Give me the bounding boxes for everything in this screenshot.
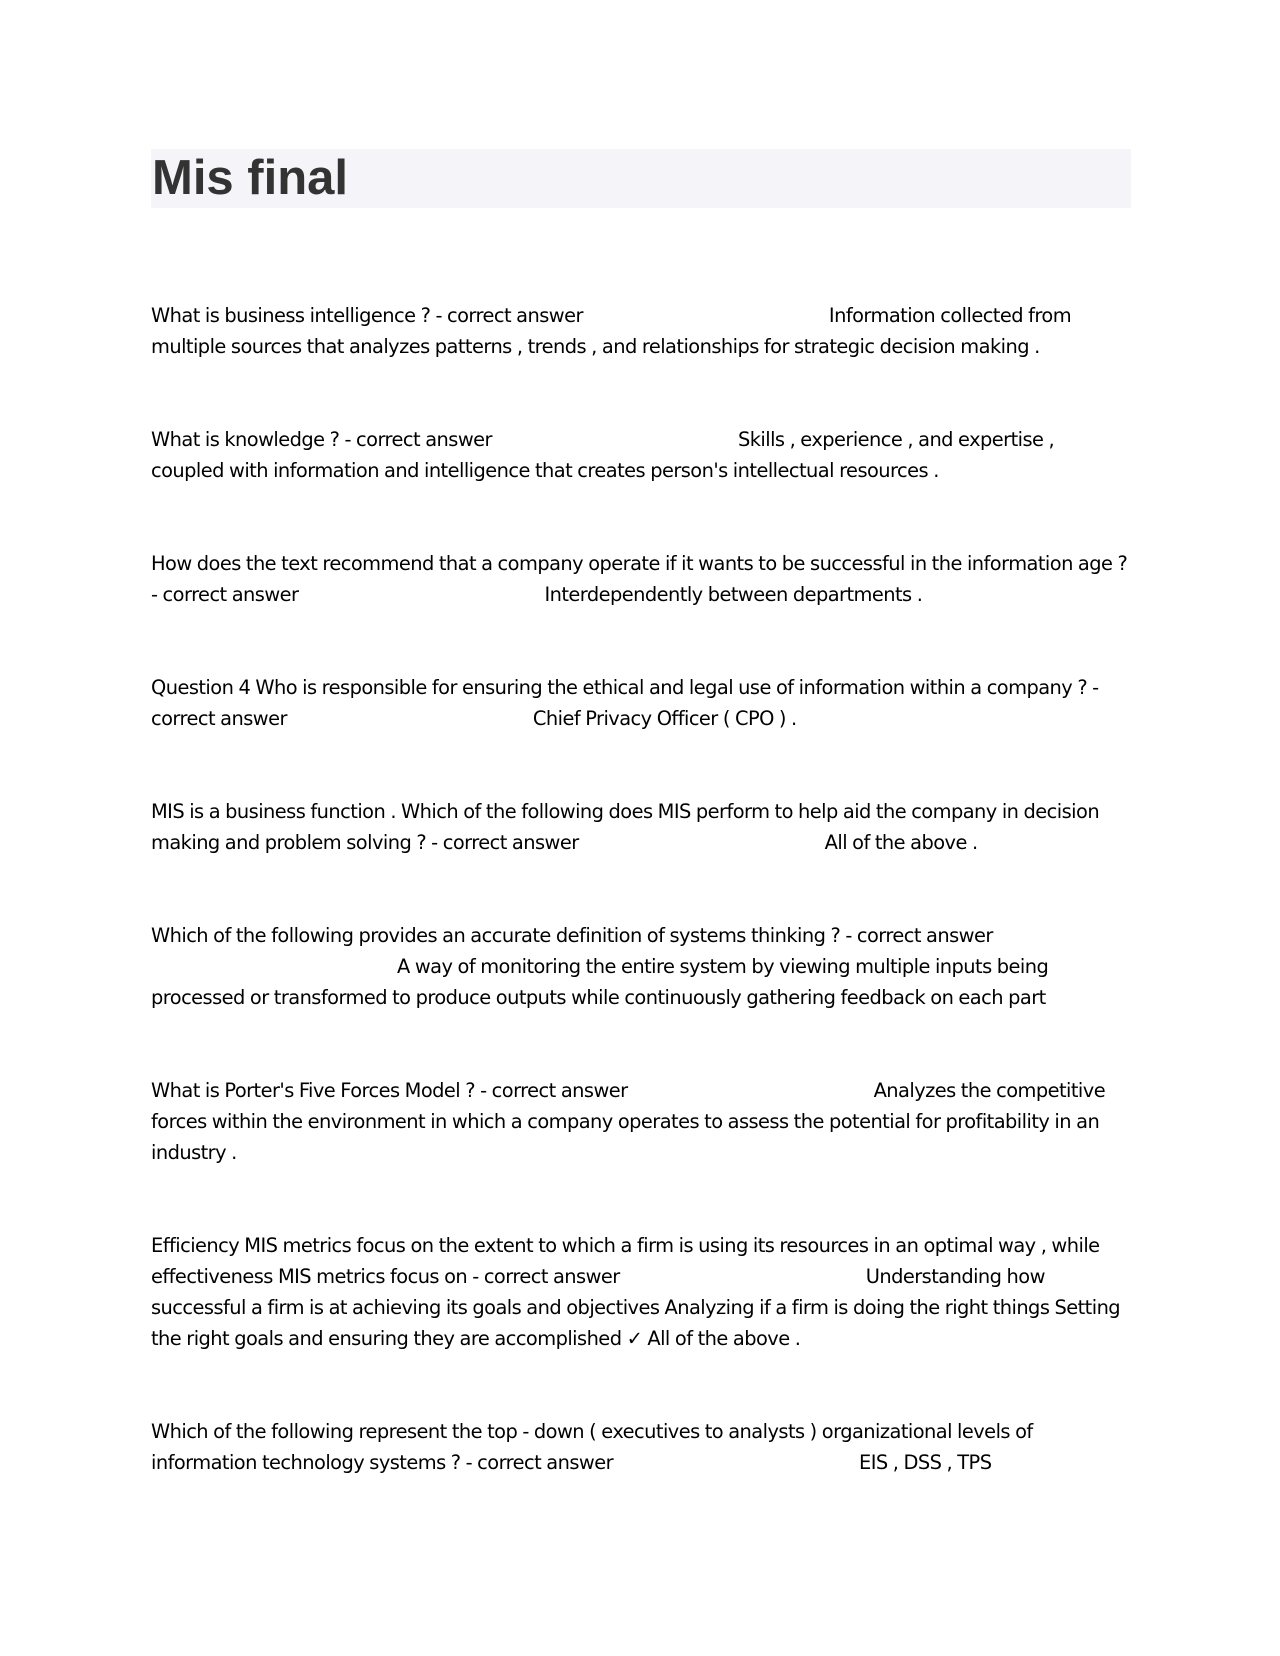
question-text: Which of the following provides an accurate definition of systems thinking ? - correct answer [151, 924, 993, 947]
qa-item [151, 796, 1131, 858]
qa-item [151, 1075, 1131, 1168]
question-text: What is business intelligence ? - correct answer [151, 304, 583, 327]
question-text: MIS is a business function . Which of the following does MIS perform to help aid the company in decision making and problem solving ? - correct answer [151, 800, 1100, 854]
document-title: Mis final [152, 151, 349, 205]
answer-text: A way of monitoring the entire system by viewing multiple inputs being processed or transformed to produce outputs while continuously gathering feedback on each part [151, 955, 1049, 1009]
qa-item [151, 1230, 1131, 1354]
title-banner [151, 149, 1131, 208]
qa-item [151, 1416, 1131, 1478]
question-text: What is Porter's Five Forces Model ? - correct answer [151, 1079, 628, 1102]
answer-text: Skills , experience , and expertise , coupled with information and intelligence that creates person's intellectual resources . [151, 428, 1055, 482]
answer-text: Understanding how successful a firm is at achieving its goals and objectives Analyzing if a firm is doing the right things Setting the right goals and ensuring they are accomplished ✓ All of the above . [151, 1265, 1121, 1350]
question-text: Efficiency MIS metrics focus on the extent to which a firm is using its resources in an optimal way , while effectiveness MIS metrics focus on - correct answer [151, 1234, 1100, 1288]
document-page [151, 149, 1131, 1540]
answer-text: EIS , DSS , TPS [859, 1451, 992, 1474]
answer-text: Information collected from multiple sources that analyzes patterns , trends , and relationships for strategic decision making . [151, 304, 1072, 358]
qa-list [151, 300, 1131, 1478]
qa-item [151, 300, 1131, 362]
question-text: How does the text recommend that a company operate if it wants to be successful in the information age ? - correct answer [151, 552, 1128, 606]
qa-item [151, 548, 1131, 610]
answer-text: Chief Privacy Officer ( CPO ) . [532, 707, 797, 730]
question-text: Question 4 Who is responsible for ensuring the ethical and legal use of information within a company ? - correct answer [151, 676, 1099, 730]
qa-item [151, 424, 1131, 486]
qa-item [151, 920, 1131, 1013]
question-text: What is knowledge ? - correct answer [151, 428, 492, 451]
answer-text: Analyzes the competitive forces within the environment in which a company operates to assess the potential for profitability in an industry . [151, 1079, 1106, 1164]
question-text: Which of the following represent the top - down ( executives to analysts ) organizational levels of information technology systems ? - correct answer [151, 1420, 1033, 1474]
answer-text: All of the above . [824, 831, 978, 854]
qa-item [151, 672, 1131, 734]
answer-text: Interdependently between departments . [544, 583, 923, 606]
